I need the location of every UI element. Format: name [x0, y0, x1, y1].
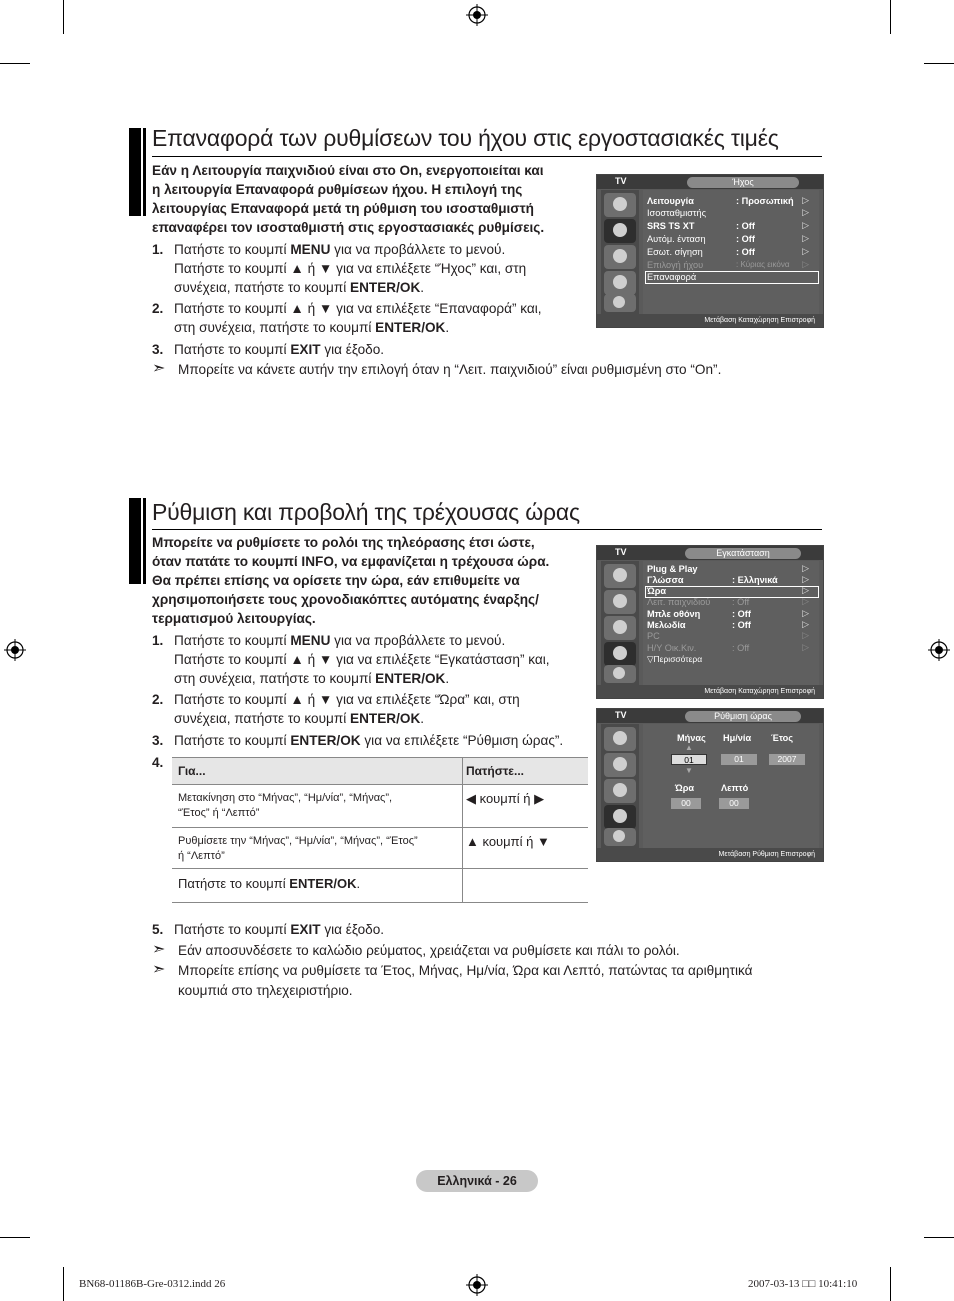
step-1 — [152, 631, 592, 688]
step-text: Πατήστε το κουμπί ▲ ή ▼ για να επιλέξετε “Επαναφορά” και, — [174, 301, 542, 316]
note-text: Εάν αποσυνδέσετε το καλώδιο ρεύματος, χρειάζεται να ρυθμίσετε και πάλι το ρολόι. — [178, 943, 680, 958]
table-rule — [172, 902, 588, 903]
menu-item-label: Λειτ. παιχνιδιού — [647, 597, 711, 607]
intro-line: λειτουργίας Επαναφορά μετά τη ρύθμιση του ισοσταθμιστή — [152, 201, 534, 216]
intro-line: Εάν η Λειτουργία παιχνιδιού είναι στο On, ενεργοποιείται και — [152, 163, 544, 178]
step-text: για έξοδο. — [320, 922, 385, 937]
section-bar — [143, 128, 146, 216]
intro-line: όταν πατάτε το κουμπί INFO, να εμφανίζεται η τρέχουσα ώρα. — [152, 554, 550, 569]
section-intro — [152, 161, 582, 237]
menu-item-value: : Off — [732, 597, 750, 607]
menu-icon-column — [601, 724, 639, 849]
button-name: ENTER/OK — [375, 320, 446, 335]
step-5 — [152, 920, 592, 939]
hour-field[interactable]: 00 — [671, 798, 701, 809]
menu-tab: Ήχος — [687, 177, 799, 188]
arrow-right-icon: ▷ — [802, 596, 809, 606]
button-name: EXIT — [290, 342, 321, 357]
minute-label: Λεπτό — [721, 783, 749, 793]
step-text: Πατήστε το κουμπί ▲ ή ▼ για να επιλέξετε “Εγκατάσταση” και, — [174, 652, 550, 667]
step-text: στη συνέχεια, πατήστε το κουμπί — [174, 671, 376, 686]
step-1 — [152, 240, 592, 297]
menu-item-label: ▽Περισσότερα — [647, 654, 703, 664]
note — [152, 360, 812, 380]
menu-item-value: : Προσωπική — [736, 196, 794, 206]
step-text: συνέχεια, πατήστε το κουμπί — [174, 711, 351, 726]
note-text: κουμπιά στο τηλεχειριστήριο. — [178, 983, 353, 998]
crop-mark — [0, 1237, 30, 1238]
arrow-right-icon: ▷ — [802, 233, 809, 243]
button-name: MENU — [290, 242, 331, 257]
step-number: 1. — [152, 633, 164, 648]
registration-mark-icon — [4, 639, 26, 661]
input-icon — [604, 294, 636, 312]
menu-footer: Μετάβαση Καταχώρηση Επιστροφή — [597, 685, 823, 698]
table-row — [178, 791, 392, 821]
button-name: ENTER/OK — [375, 671, 446, 686]
registration-mark-icon — [466, 1274, 488, 1296]
crop-mark — [924, 1237, 954, 1238]
step-text: . — [420, 711, 425, 726]
menu-item-value: : Off — [736, 247, 755, 257]
menu-item-label: Λειτουργία — [647, 196, 694, 206]
channel-icon — [604, 245, 636, 269]
step-text: στη συνέχεια, πατήστε το κουμπί — [174, 320, 376, 335]
menu-item-label: Μπλε οθόνη — [647, 609, 701, 619]
button-name: ENTER/OK — [290, 733, 361, 748]
step-text: Πατήστε το κουμπί — [174, 633, 291, 648]
menu-item-value: : Off — [736, 221, 755, 231]
picture-icon — [604, 193, 636, 217]
month-label: Μήνας — [677, 733, 706, 743]
intro-line: επαναφέρει τον ισοσταθμιστή στις εργοστασιακές ρυθμίσεις. — [152, 220, 545, 235]
note-arrow-icon: ➣ — [152, 360, 166, 377]
button-name: ENTER/OK — [350, 280, 421, 295]
menu-item-value: : Κύριας εικόνα — [736, 260, 790, 269]
section-intro — [152, 533, 592, 628]
crop-mark — [890, 0, 891, 34]
file-slug: BN68-01186B-Gre-0312.indd 26 — [79, 1278, 226, 1290]
note-text: Μπορείτε επίσης να ρυθμίσετε τα Έτος, Μήνας, Ημ/νία, Ώρα και Λεπτό, πατώντας τα αριθμητικά — [178, 963, 753, 978]
sound-icon — [604, 753, 636, 777]
picture-icon — [604, 727, 636, 751]
step-text: Πατήστε το κουμπί ▲ ή ▼ για να επιλέξετε “Ώρα” και, στη — [174, 692, 520, 707]
menu-tab: Ρύθμιση ώρας — [685, 711, 801, 722]
table-cell: ▲ κουμπί ή ▼ — [466, 834, 550, 849]
intro-line: τερματισμού λειτουργίας. — [152, 611, 316, 626]
step-number: 3. — [152, 733, 164, 748]
step-number: 1. — [152, 242, 164, 257]
table-rule — [172, 827, 588, 828]
table-row — [178, 876, 360, 891]
picture-icon — [604, 564, 636, 588]
menu-item-label[interactable]: Επαναφορά — [647, 272, 697, 282]
step-3 — [152, 340, 592, 359]
table-rule — [172, 757, 588, 758]
menu-item-label: Εσωτ. σίγηση — [647, 247, 703, 257]
intro-line: Μπορείτε να ρυθμίσετε το ρολόι της τηλεόρασης έτσι ώστε, — [152, 535, 535, 550]
crop-mark — [924, 63, 954, 64]
menu-header — [597, 175, 823, 189]
table-header — [172, 757, 588, 784]
step-number: 2. — [152, 692, 164, 707]
step-number: 3. — [152, 342, 164, 357]
minute-field[interactable]: 00 — [719, 798, 749, 809]
date-slug: 2007-03-13 □□ 10:41:10 — [748, 1278, 858, 1290]
menu-item-label: Μελωδία — [647, 620, 686, 630]
sound-icon — [604, 590, 636, 614]
crop-mark — [0, 63, 30, 64]
menu-item-label: Γλώσσα — [647, 575, 684, 585]
note — [152, 941, 822, 961]
title-rule — [152, 529, 822, 530]
button-name: ENTER/OK — [350, 711, 421, 726]
input-icon — [604, 665, 636, 683]
step-text: για έξοδο. — [320, 342, 385, 357]
menu-icon-column — [601, 561, 639, 686]
menu-item-value: : Off — [732, 643, 750, 653]
button-name: MENU — [290, 633, 331, 648]
tv-label: TV — [615, 710, 627, 720]
key-table — [172, 757, 588, 903]
tv-label: TV — [615, 547, 627, 557]
arrow-right-icon: ▷ — [802, 220, 809, 230]
arrow-right-icon: ▷ — [802, 563, 809, 573]
step-text: για να προβάλλετε το μενού. — [330, 242, 506, 257]
menu-header — [597, 546, 823, 560]
note-arrow-icon: ➣ — [152, 941, 166, 958]
step-text: . — [445, 320, 450, 335]
arrow-right-icon: ▷ — [802, 246, 809, 256]
menu-item-value: : Off — [732, 609, 751, 619]
step-text: για να προβάλλετε το μενού. — [330, 633, 506, 648]
intro-line: Θα πρέπει επίσης να ορίσετε την ώρα, εάν επιθυμείτε να — [152, 573, 520, 588]
input-icon — [604, 828, 636, 846]
step-text: . — [420, 280, 425, 295]
channel-icon — [604, 616, 636, 640]
table-header-cell: Πατήστε... — [466, 764, 524, 778]
hour-label: Ώρα — [675, 783, 695, 793]
section-title: Επαναφορά των ρυθμίσεων του ήχου στις εργοστασιακές τιμές — [152, 125, 779, 151]
day-label: Ημ/νία — [723, 733, 752, 743]
page-number-badge: Ελληνικά - 26 — [416, 1170, 538, 1192]
table-cell: . — [356, 876, 361, 891]
step-4 — [152, 753, 172, 772]
up-arrow-icon: ▲ — [685, 743, 693, 752]
menu-footer: Μετάβαση Καταχώρηση Επιστροφή — [597, 314, 823, 327]
step-text: Πατήστε το κουμπί — [174, 242, 291, 257]
section-bar — [129, 498, 141, 584]
table-header-cell: Για... — [178, 764, 206, 778]
step-number: 4. — [152, 755, 164, 770]
step-text: για να επιλέξετε “Ρύθμιση ώρας”. — [360, 733, 564, 748]
note-arrow-icon: ➣ — [152, 961, 166, 978]
step-text: Πατήστε το κουμπί — [174, 342, 291, 357]
arrow-right-icon: ▷ — [802, 630, 809, 640]
menu-item-label: Plug & Play — [647, 564, 698, 574]
crop-mark — [63, 0, 64, 34]
button-name: ENTER/OK — [289, 876, 357, 891]
table-rule — [172, 784, 588, 785]
title-rule — [152, 156, 822, 157]
arrow-right-icon: ▷ — [802, 574, 809, 584]
step-text: Πατήστε το κουμπί ▲ ή ▼ για να επιλέξετε “Ήχος” και, στη — [174, 261, 527, 276]
year-field[interactable]: 2007 — [769, 754, 805, 765]
menu-item-label: Αυτόμ. ένταση — [647, 234, 706, 244]
step-text: Πατήστε το κουμπί — [174, 922, 291, 937]
tv-label: TV — [615, 176, 627, 186]
menu-icon-column — [601, 190, 639, 315]
setup-icon — [604, 271, 636, 295]
month-field[interactable]: 01 — [671, 754, 707, 765]
intro-line: η λειτουργία Επαναφορά ρυθμίσεων ήχου. Η επιλογή της — [152, 182, 523, 197]
tv-menu-screen — [596, 545, 824, 699]
arrow-right-icon: ▷ — [802, 195, 809, 205]
step-3 — [152, 731, 592, 750]
table-rule — [172, 868, 588, 869]
registration-mark-icon — [928, 639, 950, 661]
registration-mark-icon — [466, 4, 488, 26]
menu-item-label: Η/Υ Οικ.Κιν. — [647, 643, 697, 653]
sound-icon — [604, 219, 636, 243]
step-number: 5. — [152, 922, 164, 937]
table-cell: ή “Λεπτό” — [178, 850, 225, 862]
section-bar — [129, 128, 141, 216]
table-cell: Ρυθμίσετε την “Μήνας”, “Ημ/νία”, “Μήνας”, “Έτος” — [178, 835, 418, 847]
menu-item-value: : Ελληνικά — [732, 575, 778, 585]
menu-item-label: PC — [647, 631, 660, 641]
section-bar — [143, 498, 146, 584]
step-text: . — [445, 671, 450, 686]
arrow-right-icon: ▷ — [802, 642, 809, 652]
arrow-right-icon: ▷ — [802, 608, 809, 618]
table-cell: Πατήστε το κουμπί — [178, 876, 290, 891]
day-field[interactable]: 01 — [721, 754, 757, 765]
setup-icon — [604, 642, 636, 666]
menu-item-label: Ισοσταθμιστής — [647, 208, 707, 218]
table-row — [178, 834, 418, 864]
menu-item-label: SRS TS XT — [647, 221, 695, 231]
note-text: Μπορείτε να κάνετε αυτήν την επιλογή όταν η “Λειτ. παιχνιδιού” είναι ρυθμισμένη στο “On”. — [178, 362, 722, 377]
step-2 — [152, 690, 592, 728]
button-name: EXIT — [290, 922, 321, 937]
table-cell: Μετακίνηση στο “Μήνας”, “Ημ/νία”, “Μήνας”, — [178, 792, 393, 804]
step-number: 2. — [152, 301, 164, 316]
down-arrow-icon: ▼ — [685, 766, 693, 775]
section-title: Ρύθμιση και προβολή της τρέχουσας ώρας — [152, 499, 580, 525]
channel-icon — [604, 779, 636, 803]
crop-mark — [63, 1267, 64, 1301]
year-label: Έτος — [771, 733, 794, 743]
step-2 — [152, 299, 592, 337]
intro-line: χρησιμοποιήσετε τους χρονοδιακόπτες αυτόματης έναρξης/ — [152, 592, 539, 607]
step-text: Πατήστε το κουμπί — [174, 733, 291, 748]
crop-mark — [890, 1267, 891, 1301]
menu-item-label[interactable]: Ώρα — [647, 586, 667, 596]
arrow-right-icon: ▷ — [802, 585, 809, 595]
step-text: συνέχεια, πατήστε το κουμπί — [174, 280, 351, 295]
table-cell: “Έτος” ή “Λεπτό” — [178, 807, 260, 819]
note — [152, 961, 822, 1001]
menu-item-value: : Off — [732, 620, 751, 630]
menu-item-value: : Off — [736, 234, 755, 244]
arrow-right-icon: ▷ — [802, 259, 809, 269]
tv-menu-screen — [596, 174, 824, 328]
tv-menu-screen — [596, 708, 824, 862]
menu-item-label: Επιλογή ήχου — [647, 260, 704, 270]
arrow-right-icon: ▷ — [802, 207, 809, 217]
table-rule — [462, 757, 463, 902]
setup-icon — [604, 805, 636, 829]
menu-header — [597, 709, 823, 723]
menu-tab: Εγκατάσταση — [685, 548, 801, 559]
menu-footer: Μετάβαση Ρύθμιση Επιστροφή — [597, 848, 823, 861]
table-cell: ◀ κουμπί ή ▶ — [466, 791, 545, 806]
arrow-right-icon: ▷ — [802, 619, 809, 629]
